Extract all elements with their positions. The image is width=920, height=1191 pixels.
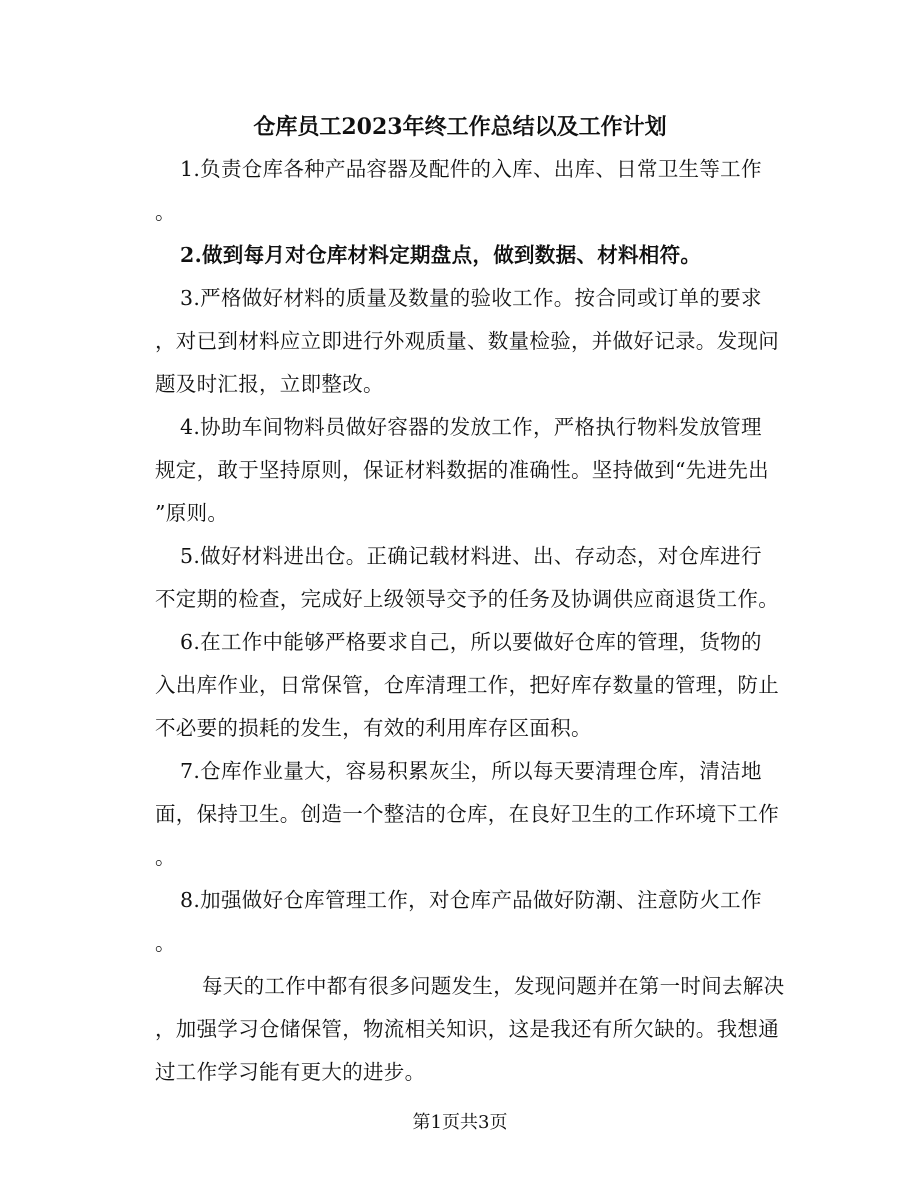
paragraph-3	[155, 277, 780, 406]
text-line: ，加强学习仓储保管，物流相关知识，这是我还有所欠缺的。我想通	[155, 1017, 779, 1041]
text-line: 3.严格做好材料的质量及数量的验收工作。按合同或订单的要求	[180, 286, 762, 310]
paragraph-7	[155, 750, 780, 879]
text-line: 。	[155, 931, 176, 955]
text-line: 7.仓库作业量大，容易积累灰尘，所以每天要清理仓库，清洁地	[180, 759, 762, 783]
text-line: 。	[155, 200, 176, 224]
text-line: 规定，敢于坚持原则，保证材料数据的准确性。坚持做到“先进先出	[155, 458, 769, 482]
text-line: 每天的工作中都有很多问题发生，发现问题并在第一时间去解决	[202, 974, 785, 998]
paragraph-5	[155, 535, 780, 621]
text-line: 。	[155, 845, 176, 869]
paragraph-2	[155, 234, 780, 277]
text-line: 不必要的损耗的发生，有效的利用库存区面积。	[155, 716, 592, 740]
text-line: 8.加强做好仓库管理工作，对仓库产品做好防潮、注意防火工作	[180, 888, 762, 912]
text-line: 过工作学习能有更大的进步。	[155, 1060, 426, 1084]
paragraph-8	[155, 879, 780, 965]
page-footer: 第1页共3页	[412, 1112, 508, 1133]
text-line: ，对已到材料应立即进行外观质量、数量检验，并做好记录。发现问	[155, 329, 779, 353]
text-line: 1.负责仓库各种产品容器及配件的入库、出库、日常卫生等工作	[180, 157, 762, 181]
document-title: 仓库员工2023年终工作总结以及工作计划	[253, 114, 667, 140]
text-line: 6.在工作中能够严格要求自己，所以要做好仓库的管理，货物的	[180, 630, 762, 654]
text-line: ”原则。	[155, 501, 229, 525]
paragraph-6	[155, 621, 780, 750]
text-line: 2.做到每月对仓库材料定期盘点，做到数据、材料相符。	[180, 243, 702, 267]
text-line: 不定期的检查，完成好上级领导交予的任务及协调供应商退货工作。	[155, 587, 779, 611]
document-body	[155, 148, 785, 1094]
paragraph-1	[155, 148, 780, 234]
text-line: 5.做好材料进出仓。正确记载材料进、出、存动态，对仓库进行	[180, 544, 762, 568]
paragraph-4	[155, 406, 780, 535]
text-line: 面，保持卫生。创造一个整洁的仓库，在良好卫生的工作环境下工作	[155, 802, 779, 826]
text-line: 4.协助车间物料员做好容器的发放工作，严格执行物料发放管理	[180, 415, 762, 439]
text-line: 题及时汇报，立即整改。	[155, 372, 384, 396]
paragraph-9	[155, 965, 785, 1094]
text-line: 入出库作业，日常保管，仓库清理工作，把好库存数量的管理，防止	[155, 673, 779, 697]
